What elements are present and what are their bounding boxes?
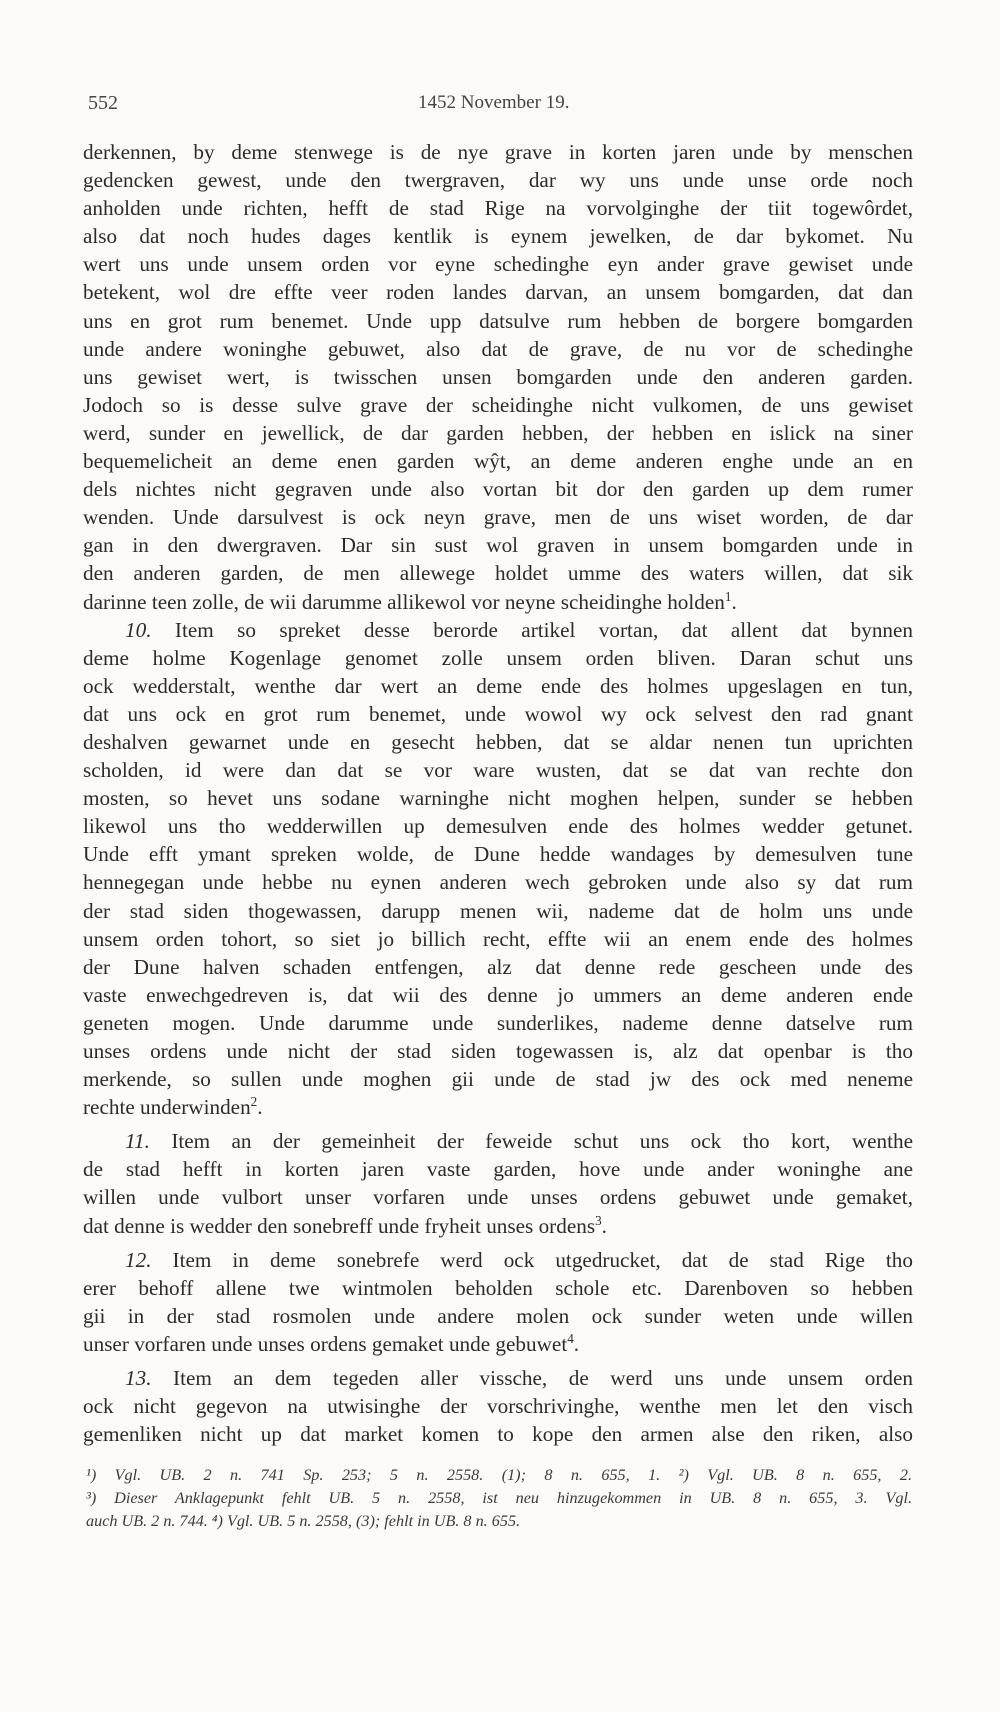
line-tail: . xyxy=(601,1213,607,1238)
line-text: uns gewiset wert, is twisschen unsen bomgarden unde den anderen garden. xyxy=(83,364,913,389)
line-text: Jodoch so is desse sulve grave der scheidinghe nicht vulkomen, de uns gewiset xyxy=(83,392,913,417)
text-line xyxy=(83,672,913,700)
text-line xyxy=(83,475,913,503)
text-line xyxy=(83,1212,913,1240)
line-text: unsem orden tohort, so siet jo billich recht, effte wii an enem ende des holmes xyxy=(83,926,913,951)
text-line xyxy=(83,616,913,644)
text-line xyxy=(83,363,913,391)
text-line xyxy=(83,250,913,278)
text-line xyxy=(83,447,913,475)
text-line xyxy=(83,700,913,728)
text-line xyxy=(83,840,913,868)
line-text: uns en grot rum benemet. Unde upp datsulve rum hebben de borgere bomgarden xyxy=(83,308,913,333)
line-text: dat denne is wedder den sonebreff unde fryheit unses ordens xyxy=(83,1213,596,1238)
line-text: mosten, so hevet uns sodane warninghe nicht moghen helpen, sunder se hebben xyxy=(83,786,913,811)
line-text: der Dune halven schaden entfengen, alz dat denne rede gescheen unde des xyxy=(83,954,913,979)
line-text: rechte underwinden xyxy=(83,1095,251,1120)
text-line xyxy=(83,1274,913,1302)
text-line xyxy=(83,138,913,166)
footnote-line: auch UB. 2 n. 744. ⁴) Vgl. UB. 5 n. 2558, (3); fehlt in UB. 8 n. 655. xyxy=(86,1512,521,1530)
line-text: unses ordens unde nicht der stad siden togewassen is, alz dat openbar is tho xyxy=(83,1039,913,1063)
line-tail: . xyxy=(573,1331,580,1356)
text-line xyxy=(83,897,913,925)
footnote-line: ¹) Vgl. UB. 2 n. 741 Sp. 253; 5 n. 2558. (1); 8 n. 655, 1. ²) Vgl. UB. 8 n. 655, 2. xyxy=(86,1466,912,1484)
line-text: Item an der gemeinheit der feweide schut uns ock tho kort, wenthe xyxy=(171,1129,914,1154)
line-text: darinne teen zolle, de wii darumme allikewol vor neyne scheidinghe holden xyxy=(83,589,725,614)
line-text: bequemelicheit an deme enen garden wŷt, an deme anderen enghe unde an en xyxy=(83,449,913,474)
line-text: hennegegan unde hebbe nu eynen anderen wech gebroken unde also sy dat rum xyxy=(83,870,913,895)
text-line xyxy=(83,391,913,419)
text-line xyxy=(83,194,913,222)
text-line xyxy=(83,419,913,447)
text-line xyxy=(83,1364,913,1392)
line-text: erer behoff allene twe wintmolen beholden schole etc. Darenboven so hebben xyxy=(83,1275,913,1300)
text-line xyxy=(83,1183,913,1211)
line-text: deme holme Kogenlage genomet zolle unsem orden bliven. Daran schut uns xyxy=(83,645,913,670)
page-number: 552 xyxy=(88,92,118,114)
line-text: also dat noch hudes dages kentlik is eynem jewelken, de dar bykomet. Nu xyxy=(83,224,913,249)
text-line xyxy=(83,953,913,981)
line-text: geneten mogen. Unde darumme unde sunderlikes, nademe denne datselve rum xyxy=(83,1010,913,1035)
text-line xyxy=(83,812,913,840)
line-text: betekent, wol dre effte veer roden landes darvan, an unsem bomgarden, dat dan xyxy=(83,280,913,305)
text-line xyxy=(83,307,913,335)
article-number: 11. xyxy=(125,1129,150,1154)
line-text: willen unde vulbort unser vorfaren unde unses ordens gebuwet unde gemaket, xyxy=(83,1185,913,1210)
text-line xyxy=(83,1093,913,1121)
text-line xyxy=(83,784,913,812)
line-text: anholden unde richten, hefft de stad Rige na vorvolginghe der tiit togewôrdet, xyxy=(83,196,913,221)
line-text: der stad siden thogewassen, darupp menen wii, nademe dat de holm uns unde xyxy=(83,898,913,923)
text-line xyxy=(83,1009,913,1037)
line-text: werd, sunder en jewellick, de dar garden hebben, der hebben en islick na siner xyxy=(83,420,913,445)
text-line xyxy=(83,1127,913,1155)
line-text: scholden, id were dan dat se vor ware wusten, dat se dat van rechte don xyxy=(83,758,913,783)
line-text: ock nicht gegevon na utwisinghe der vorschrivinghe, wenthe men let den visch xyxy=(83,1394,913,1419)
text-line xyxy=(83,1302,913,1330)
footnote-ref: 2 xyxy=(250,1094,258,1110)
text-line xyxy=(83,644,913,672)
line-text: likewol uns tho wedderwillen up demesulven ende des holmes wedder getunet. xyxy=(83,814,913,839)
text-line xyxy=(83,166,913,194)
line-text: Item an dem tegeden aller vissche, de werd uns unde unsem orden xyxy=(173,1366,913,1391)
text-line xyxy=(83,335,913,363)
line-text: gan in den dwergraven. Dar sin sust wol graven in unsem bomgarden unde in xyxy=(83,533,913,558)
line-tail: . xyxy=(731,589,737,614)
line-text: unde andere woninghe gebuwet, also dat de grave, de nu vor de schedinghe xyxy=(83,336,913,361)
running-title: 1452 November 19. xyxy=(418,92,570,113)
article-number: 10. xyxy=(125,617,152,642)
text-line xyxy=(83,1037,913,1065)
footnote-ref: 3 xyxy=(595,1212,602,1228)
line-tail: . xyxy=(257,1095,263,1120)
line-text: wert uns unde unsem orden vor eyne schedinghe eyn ander grave gewiset unde xyxy=(83,252,913,277)
text-line xyxy=(83,1330,913,1358)
line-text: Item so spreket desse berorde artikel vortan, dat allent dat bynnen xyxy=(174,617,914,642)
article-number: 13. xyxy=(125,1366,152,1391)
body-text xyxy=(83,138,913,1448)
footnote-line: ³) Dieser Anklagepunkt fehlt UB. 5 n. 2558, ist neu hinzugekommen in UB. 8 n. 655, 3. Vgl. xyxy=(86,1489,912,1507)
text-line xyxy=(83,559,913,587)
line-text: dels nichtes nicht gegraven unde also vortan bit dor den garden up dem rumer xyxy=(83,477,913,502)
line-text: gemenliken nicht up dat market komen to kope den armen alse den riken, also xyxy=(83,1422,913,1447)
line-text: gii in der stad rosmolen unde andere molen ock sunder weten unde willen xyxy=(83,1303,913,1328)
text-line xyxy=(83,728,913,756)
text-line xyxy=(83,278,913,306)
line-text: wenden. Unde darsulvest is ock neyn grave, men de uns wiset worden, de dar xyxy=(83,505,913,530)
line-text: dat uns ock en grot rum benemet, unde wowol wy ock selvest den rad gnant xyxy=(83,701,913,726)
article-number: 12. xyxy=(125,1247,152,1272)
text-line xyxy=(83,868,913,896)
text-line xyxy=(83,925,913,953)
line-text: unser vorfaren unde unses ordens gemaket unde gebuwet xyxy=(83,1331,568,1356)
line-text: Item in deme sonebrefe werd ock utgedrucket, dat de stad Rige tho xyxy=(172,1247,913,1272)
text-line xyxy=(83,1065,913,1093)
text-line xyxy=(83,981,913,1009)
line-text: Unde efft ymant spreken wolde, de Dune hedde wandages by demesulven tune xyxy=(83,842,913,867)
text-line xyxy=(83,1420,913,1448)
text-line xyxy=(83,503,913,531)
line-text: de stad hefft in korten jaren vaste garden, hove unde ander woninghe ane xyxy=(83,1157,913,1182)
text-line xyxy=(83,588,913,616)
line-text: vaste enwechgedreven is, dat wii des denne jo ummers an deme anderen ende xyxy=(83,982,913,1007)
footnote-ref: 4 xyxy=(567,1330,574,1346)
line-text: gedencken gewest, unde den twergraven, dar wy uns unde unse orde noch xyxy=(83,168,913,193)
line-text: ock wedderstalt, wenthe dar wert an deme ende des holmes upgeslagen en tun, xyxy=(83,673,913,698)
line-text: derkennen, by deme stenwege is de nye grave in korten jaren unde by menschen xyxy=(83,140,913,164)
footnote-ref: 1 xyxy=(724,588,732,604)
text-line xyxy=(83,1246,913,1274)
text-line xyxy=(83,1392,913,1420)
line-text: den anderen garden, de men allewege holdet umme des waters willen, dat sik xyxy=(83,561,913,586)
line-text: deshalven gewarnet unde en gesecht hebben, dat se aldar nenen tun uprichten xyxy=(83,729,913,754)
line-text: merkende, so sullen unde moghen gii unde de stad jw des ock med neneme xyxy=(83,1067,913,1092)
text-line xyxy=(83,756,913,784)
footnotes xyxy=(86,1464,912,1533)
text-line xyxy=(83,531,913,559)
text-line xyxy=(83,1155,913,1183)
text-line xyxy=(83,222,913,250)
